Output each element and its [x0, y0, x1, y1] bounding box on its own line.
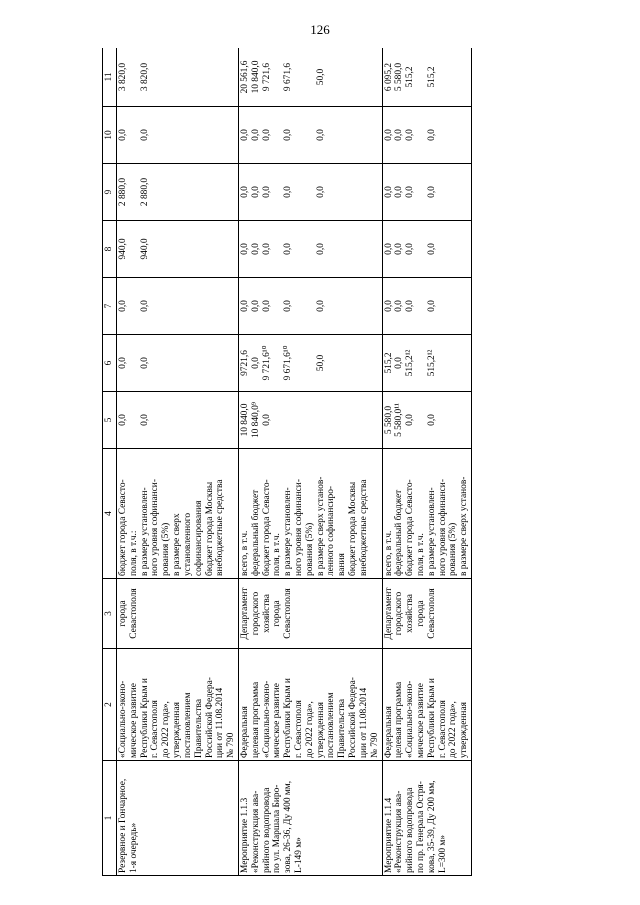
amount-value: 940,0 — [118, 238, 128, 260]
measure-name-line: 1-я очередь» — [128, 822, 139, 873]
amount-value — [215, 223, 226, 275]
program-name-line: постановлением — [326, 692, 337, 758]
funding-table — [102, 48, 472, 876]
amount-cell — [382, 335, 472, 392]
program-name-line: Федеральная — [239, 706, 250, 758]
amount-value: 0,0 — [405, 414, 416, 426]
amount-value: 0,0 — [283, 129, 294, 141]
amount-value — [348, 337, 359, 389]
column-number: 4 — [103, 449, 117, 579]
program-name-line: мическое развитие — [272, 683, 283, 758]
amount-cell — [382, 48, 472, 107]
funding-source-label: бюджет города Москвы — [348, 481, 359, 576]
executor-line: хозяйства — [261, 594, 272, 633]
amount-value: 9 721,6¹⁰ — [261, 345, 272, 381]
measure-name-line: по пр. Генерала Остря- — [415, 781, 426, 873]
column-number: 7 — [103, 278, 117, 335]
funding-source-label: федеральный бюджет — [250, 489, 261, 576]
amount-value: 0,0 — [315, 243, 326, 255]
amount-value: 5 580,0 — [394, 62, 405, 92]
amount-value: 940,0 — [139, 238, 150, 260]
measure-name-line: рийного водопровода — [405, 787, 416, 873]
program-name-line: «Социально-эконо- — [118, 680, 128, 758]
funding-source-label: установленного — [182, 512, 193, 576]
amount-value: 0,0 — [394, 186, 405, 198]
amount-value — [359, 223, 370, 275]
amount-value — [204, 394, 215, 446]
funding-source-label: ного уровня софинанси- — [437, 479, 448, 576]
amount-value — [459, 280, 470, 332]
program-name-line: до 2022 года», — [304, 701, 315, 758]
amount-value: 0,0 — [315, 129, 326, 141]
funding-source-label: в размере сверх — [172, 513, 183, 576]
amount-value — [283, 394, 315, 446]
amount-value — [204, 166, 215, 218]
amount-value — [172, 109, 204, 161]
program-name-line: ции от 11.08.2014 — [358, 687, 369, 758]
amount-value: 9 721,6 — [261, 62, 272, 92]
amount-value — [459, 337, 470, 389]
program-name-line: г. Севастополя — [150, 700, 161, 758]
amount-value — [172, 223, 204, 275]
executor-line: Севастополя — [426, 588, 437, 639]
amount-value: 0,0 — [139, 300, 150, 312]
amount-value: 0,0 — [118, 129, 128, 141]
column-number: 6 — [103, 335, 117, 392]
amount-value: 0,0 — [261, 186, 272, 198]
table-row — [117, 48, 239, 876]
amount-value: 0,0 — [118, 357, 128, 369]
amount-value: 10 840,0 — [250, 60, 261, 94]
column-number: 3 — [103, 579, 117, 649]
amount-value: 9 671,6 — [283, 62, 294, 92]
amount-value: 0,0 — [405, 186, 416, 198]
amount-value — [348, 394, 359, 446]
funding-source-label: рования (5%) — [161, 522, 172, 576]
program-name-line: Федеральная — [383, 706, 394, 758]
page-number: 126 — [310, 22, 330, 37]
executor-line: городского — [394, 591, 405, 636]
amount-value: 0,0 — [250, 186, 261, 198]
funding-source-label: всего, в т.ч. — [383, 530, 394, 576]
amount-value: 0,0 — [426, 243, 437, 255]
amount-cell — [117, 335, 239, 392]
program-name-line: Правительства — [193, 699, 204, 758]
funding-source-label: бюджет города Севасто- — [118, 479, 128, 576]
column-number: 9 — [103, 164, 117, 221]
amount-value: 0,0 — [405, 243, 416, 255]
amount-value: 0,0 — [261, 129, 272, 141]
funding-source-label: в размере сверх установ- — [459, 476, 470, 576]
executor-line: города — [415, 600, 426, 627]
amount-value: 0,0 — [426, 414, 437, 426]
amount-value: 0,0 — [383, 129, 394, 141]
program-name-line: Российской Федера- — [204, 677, 215, 758]
executor-line: Севастополя — [283, 588, 294, 639]
amount-value — [359, 280, 370, 332]
executor-line: города — [118, 600, 128, 627]
amount-value: 515,2¹² — [426, 349, 437, 377]
funding-source-label: в размере сверх установ- — [315, 476, 326, 576]
program-name-line: Правительства — [337, 699, 348, 758]
amount-value: 515,2 — [426, 66, 437, 88]
amount-value: 0,0 — [383, 300, 394, 312]
amount-value — [459, 223, 470, 275]
amount-value — [204, 223, 215, 275]
amount-value: 0,0 — [239, 186, 250, 198]
funding-source-label: бюджет города Москвы — [204, 481, 215, 576]
funding-source-label: ного уровня софинанси- — [294, 479, 304, 576]
program-name-line: целевая программа — [394, 681, 405, 758]
amount-value: 0,0 — [250, 357, 261, 369]
funding-source-label: поля, в т.ч. — [415, 533, 426, 576]
executor-line: городского — [250, 591, 261, 636]
amount-cell — [382, 392, 472, 449]
amount-value: 0,0 — [139, 414, 150, 426]
amount-value — [348, 166, 359, 218]
funding-sources — [238, 449, 382, 579]
program-name-line: целевая программа — [250, 681, 261, 758]
amount-cell — [382, 107, 472, 164]
amount-value — [215, 166, 226, 218]
amount-value: 0,0 — [426, 300, 437, 312]
funding-sources — [117, 449, 239, 579]
funding-source-label: бюджет города Севасто- — [261, 479, 272, 576]
program-name-line: мическое развитие — [128, 683, 139, 758]
program-name — [238, 649, 382, 761]
program-name-line: до 2022 года», — [161, 701, 172, 758]
measure-name — [238, 761, 382, 876]
funding-source-label: всего, в т.ч. — [239, 530, 250, 576]
amount-value: 0,0 — [118, 414, 128, 426]
amount-value: 0,0 — [239, 129, 250, 141]
amount-value — [459, 109, 470, 161]
program-name-line: утвержденная — [315, 702, 326, 758]
measure-name-line: по ул. Маршала Биро- — [272, 784, 283, 873]
program-name-line: утвержденная — [459, 702, 470, 758]
amount-value: 50,0 — [315, 354, 326, 372]
amount-value: 5 580,0¹¹ — [394, 403, 405, 437]
amount-cell — [117, 48, 239, 107]
amount-value — [348, 280, 359, 332]
funding-source-label: софинансирования — [193, 500, 204, 576]
amount-cell — [117, 107, 239, 164]
amount-value: 0,0 — [283, 186, 294, 198]
amount-cell — [238, 221, 382, 278]
rotated-table-container — [102, 48, 599, 876]
amount-value — [172, 166, 204, 218]
funding-source-label: рования (5%) — [304, 522, 315, 576]
program-name-line: № 790 — [226, 732, 237, 758]
amount-value: 0,0 — [239, 243, 250, 255]
amount-value: 10 840,0 — [239, 403, 250, 437]
measure-name — [382, 761, 472, 876]
executor-line: хозяйства — [405, 594, 416, 633]
amount-value — [359, 337, 370, 389]
program-name-line: № 790 — [369, 732, 380, 758]
amount-value: 0,0 — [139, 129, 150, 141]
amount-value: 20 561,6 — [239, 60, 250, 94]
amount-value — [172, 394, 204, 446]
amount-value: 0,0 — [383, 243, 394, 255]
column-number: 1 — [103, 761, 117, 876]
measure-name — [117, 761, 239, 876]
amount-value: 515,2 — [405, 66, 416, 88]
measure-name-line: L=300 м» — [437, 834, 448, 873]
executor — [382, 579, 472, 649]
amount-value: 0,0 — [261, 300, 272, 312]
executor — [238, 579, 382, 649]
amount-cell — [238, 164, 382, 221]
amount-value — [359, 50, 370, 104]
amount-value: 0,0 — [283, 300, 294, 312]
amount-value — [348, 109, 359, 161]
amount-value: 6 095,2 — [383, 62, 394, 92]
amount-value — [215, 280, 226, 332]
amount-value: 0,0 — [394, 300, 405, 312]
amount-value: 0,0 — [239, 300, 250, 312]
column-number-row — [103, 48, 117, 876]
column-number: 2 — [103, 649, 117, 761]
amount-value: 9721,6 — [239, 350, 250, 376]
measure-name-line: L-149 м» — [294, 837, 304, 873]
amount-value: 0,0 — [405, 300, 416, 312]
program-name-line: мическое развитие — [415, 683, 426, 758]
executor-line: Севастополя — [128, 588, 139, 639]
amount-value: 0,0 — [426, 129, 437, 141]
measure-name-line: «Реконструкция ава- — [394, 790, 405, 873]
amount-value: 3 820,0 — [139, 62, 150, 92]
program-name — [382, 649, 472, 761]
amount-value — [459, 50, 470, 104]
amount-value: 50,0 — [315, 68, 326, 86]
amount-value: 0,0 — [405, 129, 416, 141]
funding-source-label: рования (5%) — [448, 522, 459, 576]
amount-value — [359, 166, 370, 218]
executor-line: Департамент — [383, 587, 394, 640]
amount-value: 9 671,6¹⁰ — [283, 345, 294, 381]
amount-cell — [117, 392, 239, 449]
amount-cell — [382, 164, 472, 221]
amount-value — [215, 50, 226, 104]
program-name-line: Республики Крым и — [426, 678, 437, 758]
amount-value: 10 840,0⁹ — [250, 401, 261, 439]
amount-value — [172, 337, 204, 389]
program-name-line: утвержденная — [172, 702, 183, 758]
measure-name-line: Резервное и Гончарное, — [118, 778, 128, 873]
amount-value: 0,0 — [426, 186, 437, 198]
column-number: 5 — [103, 392, 117, 449]
program-name-line: Республики Крым и — [139, 678, 150, 758]
table-row — [382, 48, 472, 876]
funding-source-label: бюджет города Севасто- — [405, 479, 416, 576]
amount-value — [359, 109, 370, 161]
funding-source-label: ного уровня софинанси- — [150, 479, 161, 576]
amount-value — [204, 109, 215, 161]
funding-source-label: в размере установлен- — [283, 487, 294, 576]
funding-source-label: поля, в т.ч. — [272, 533, 283, 576]
funding-source-label: поля, в т.ч.: — [128, 530, 139, 576]
amount-value: 2 880,0 — [118, 177, 128, 207]
amount-value — [459, 394, 470, 446]
program-name-line: ции от 11.08.2014 — [215, 687, 226, 758]
amount-value: 0,0 — [139, 357, 150, 369]
amount-value: 0,0 — [394, 243, 405, 255]
program-name-line: Республики Крым и — [283, 678, 294, 758]
program-name-line: постановлением — [182, 692, 193, 758]
funding-source-label: внебюджетные средства — [215, 479, 226, 576]
amount-cell — [117, 221, 239, 278]
amount-value: 0,0 — [315, 186, 326, 198]
funding-source-label: в размере установлен- — [139, 487, 150, 576]
measure-name-line: Мероприятие 1.1.4 — [383, 797, 394, 873]
amount-value: 0,0 — [261, 414, 272, 426]
amount-value: 0,0 — [383, 186, 394, 198]
column-number: 11 — [103, 48, 117, 107]
executor-line: города — [272, 600, 283, 627]
amount-value — [459, 166, 470, 218]
amount-value: 0,0 — [283, 243, 294, 255]
amount-value — [348, 223, 359, 275]
measure-name-line: рийного водопровода — [261, 787, 272, 873]
amount-value — [204, 280, 215, 332]
amount-value — [215, 109, 226, 161]
table-viewport — [102, 48, 599, 876]
amount-cell — [238, 278, 382, 335]
amount-value: 515,2 — [383, 352, 394, 374]
amount-value — [348, 50, 359, 104]
amount-cell — [117, 164, 239, 221]
measure-name-line: зова, 26-36, Ду 400 мм, — [283, 780, 294, 873]
measure-name-line: Мероприятие 1.1.3 — [239, 797, 250, 873]
funding-source-label: ленного софинансиро- — [326, 485, 337, 576]
amount-value — [215, 394, 226, 446]
measure-name-line: кова, 35-39, Ду 200 мм, — [426, 780, 437, 873]
amount-cell — [238, 48, 382, 107]
amount-value: 0,0 — [250, 300, 261, 312]
funding-source-label: федеральный бюджет — [394, 489, 405, 576]
amount-value: 5 580,0 — [383, 405, 394, 435]
amount-cell — [238, 392, 382, 449]
program-name-line: до 2022 года», — [448, 701, 459, 758]
funding-source-label: вания — [337, 553, 348, 576]
amount-value: 2 880,0 — [139, 177, 150, 207]
program-name-line: «Социально-эконо- — [261, 680, 272, 758]
executor-line: Департамент — [239, 587, 250, 640]
amount-cell — [117, 278, 239, 335]
amount-value — [172, 280, 204, 332]
program-name-line: Российской Федера- — [348, 677, 359, 758]
amount-value — [215, 337, 226, 389]
amount-value: 515,2¹² — [405, 349, 416, 377]
funding-sources — [382, 449, 472, 579]
funding-source-label: внебюджетные средства — [358, 479, 369, 576]
amount-value: 0,0 — [394, 129, 405, 141]
amount-value — [172, 50, 204, 104]
amount-value — [316, 394, 348, 446]
amount-cell — [382, 221, 472, 278]
amount-value: 0,0 — [250, 243, 261, 255]
amount-value: 0,0 — [394, 357, 405, 369]
amount-cell — [238, 107, 382, 164]
program-name-line: г. Севастополя — [437, 700, 448, 758]
column-number: 10 — [103, 107, 117, 164]
amount-value: 0,0 — [250, 129, 261, 141]
amount-value — [359, 394, 370, 446]
amount-cell — [238, 335, 382, 392]
amount-value: 3 820,0 — [118, 62, 128, 92]
executor — [117, 579, 239, 649]
amount-value: 0,0 — [261, 243, 272, 255]
funding-source-label: в размере установлен- — [426, 487, 437, 576]
column-number: 8 — [103, 221, 117, 278]
amount-value: 0,0 — [118, 300, 128, 312]
amount-value — [204, 337, 215, 389]
program-name-line: г. Севастополя — [294, 700, 304, 758]
measure-name-line: «Реконструкция ава- — [250, 790, 261, 873]
table-row — [238, 48, 382, 876]
amount-cell — [382, 278, 472, 335]
amount-value: 0,0 — [315, 300, 326, 312]
program-name-line: «Социально-эконо- — [405, 680, 416, 758]
program-name — [117, 649, 239, 761]
amount-value — [204, 50, 215, 104]
